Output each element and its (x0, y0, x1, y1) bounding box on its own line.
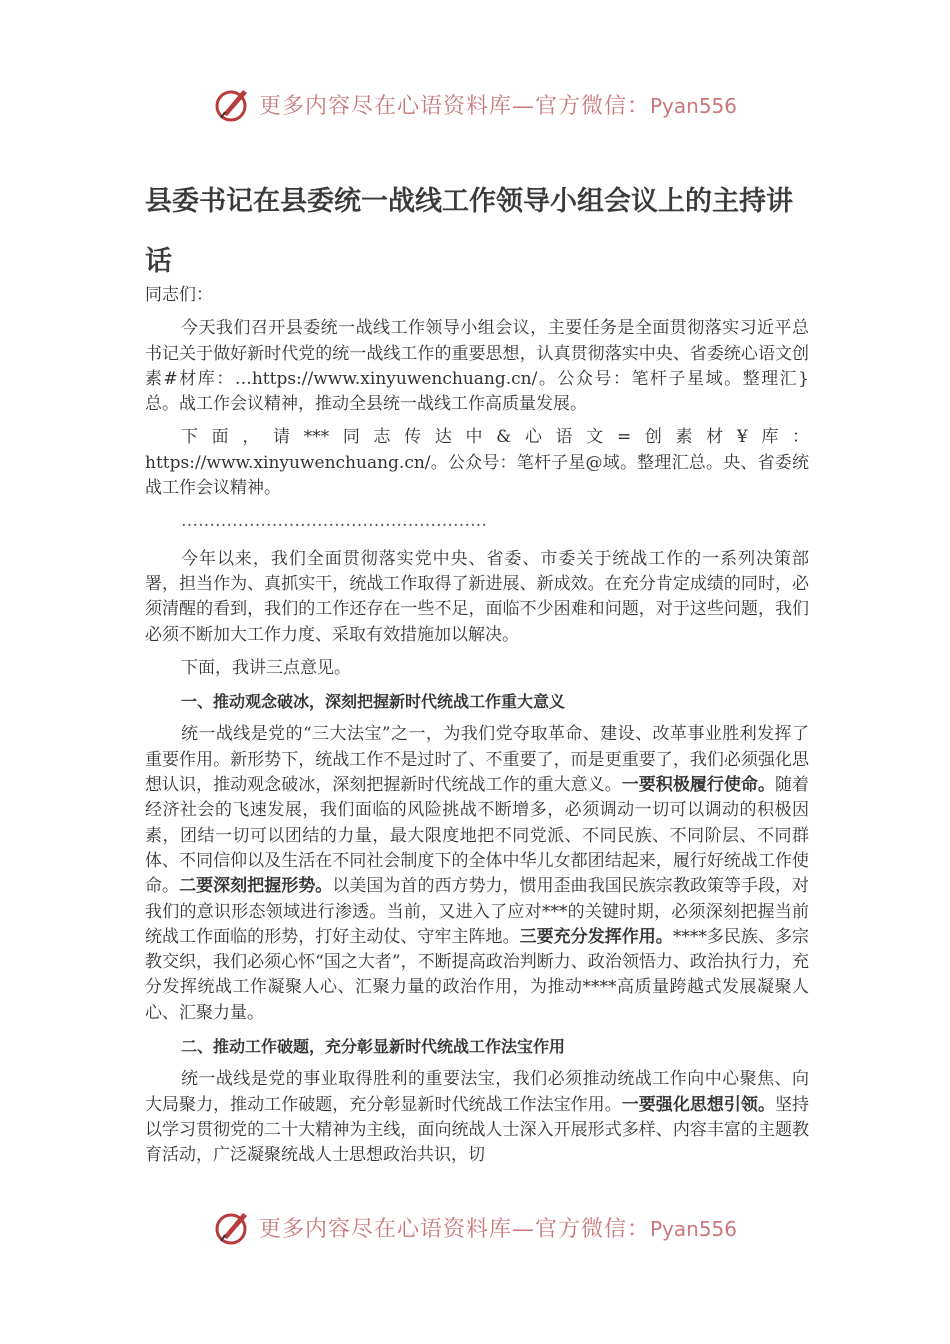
point-1-bold: 一要积极履行使命。 (621, 775, 775, 796)
section-heading-1: 一、推动观念破冰，深刻把握新时代统战工作重大意义 (181, 692, 566, 712)
document-body (145, 283, 809, 1177)
paragraph-1: 今天我们召开县委统一战线工作领导小组会议，主要任务是全面贯彻落实习近平总书记关于做好新时代党的统一战线工作的重要思想，认真贯彻落实中央、省委统心语文创素#材库：…https://www.xinyuwenchuang.cn/。公众号：笔杆子星域。整理汇}总。战工作会议精神，推动全县统一战线工作高质量发展。 (145, 318, 809, 415)
banner-text: 更多内容尽在心语资料库—官方微信：Pyan556 (258, 1216, 738, 1242)
point-3-bold: 三要充分发挥作用。 (519, 926, 673, 947)
point-2-bold: 二要深刻把握形势。 (179, 876, 333, 897)
wechat-id: Pyan556 (650, 93, 738, 118)
section-1-paragraph: 统一战线是党的“三大法宝”之一，为我们党夺取革命、建设、改革事业胜利发挥了重要作用。新形势下，统战工作不是过时了、不重要了，而是更重要了，我们必须强化思想认识，推动观念破冰，深刻把握新时代统战工作的重大意义。一要积极履行使命。随着经济社会的飞速发展，我们面临的风险挑战不断增多，必须调动一切可以调动的积极因素，团结一切可以团结的力量，最大限度地把不同党派、不同民族、不同阶层、不同群体、不同信仰以及生活在不同社会制度下的全体中华儿女都团结起来，履行好统战工作使命。二要深刻把握形势。以美国为首的西方势力，惯用歪曲我国民族宗教政策等手段，对我们的意识形态领域进行渗透。当前，又进入了应对***的关键时期，必须深刻把握当前统战工作面临的形势，打好主动仗、守牢主阵地。三要充分发挥作用。****多民族、多宗教交织，我们必须心怀“国之大者”，不断提高政治判断力、政治领悟力、政治执行力，充分发挥统战工作凝聚人心、汇聚力量的政治作用，为推动****高质量跨越式发展凝聚人心、汇聚力量。 (145, 724, 810, 1023)
section-heading-2: 二、推动工作破题，充分彰显新时代统战工作法宝作用 (181, 1037, 566, 1057)
banner-text: 更多内容尽在心语资料库—官方微信：Pyan556 (258, 93, 738, 119)
paragraph-2: 下面，请***同志传达中&心语文=创素材¥库：https://www.xinyuwenchuang.cn/。公众号：笔杆子星@域。整理汇总。央、省委统战工作会议精神。 (145, 427, 809, 499)
greeting: 同志们： (145, 285, 213, 305)
header-banner (0, 82, 950, 126)
quill-logo-icon (213, 1207, 253, 1247)
document-title: 县委书记在县委统一战线工作领导小组会议上的主持讲话 (145, 186, 793, 277)
wechat-id: Pyan556 (650, 1216, 738, 1241)
ellipsis-divider: ……………………………………………… (181, 511, 487, 532)
point-1-bold: 一要强化思想引领。 (621, 1094, 775, 1115)
paragraph-3: 今年以来，我们全面贯彻落实党中央、省委、市委关于统战工作的一系列决策部署，担当作为、真抓实干，统战工作取得了新进展、新成效。在充分肯定成绩的同时，必须清醒的看到，我们的工作还存在一些不足，面临不少困难和问题，对于这些问题，我们必须不断加大工作力度、采取有效措施加以解决。 (145, 548, 809, 645)
quill-logo-icon (213, 84, 253, 124)
paragraph-4: 下面，我讲三点意见。 (181, 657, 351, 678)
section-2-paragraph: 统一战线是党的事业取得胜利的重要法宝，我们必须推动统战工作向中心聚焦、向大局聚力，推动工作破题，充分彰显新时代统战工作法宝作用。一要强化思想引领。坚持以学习贯彻党的二十大精神为主线，面向统战人士深入开展形式多样、内容丰富的主题教育活动，广泛凝聚统战人士思想政治共识，切 (145, 1069, 810, 1166)
footer-banner (0, 1205, 950, 1249)
